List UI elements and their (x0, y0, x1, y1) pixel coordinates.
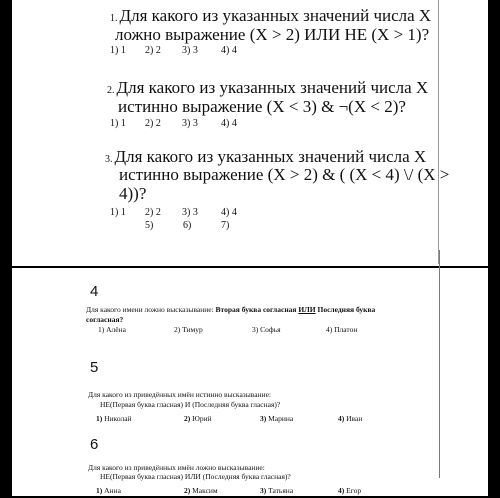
section-4-bold-line-2: согласная? (86, 315, 124, 324)
question-3-line-3: 4))? (119, 184, 147, 203)
option[interactable]: 6) (183, 220, 192, 231)
option-number: 3) (260, 486, 267, 495)
section-4-question-line-1 (86, 305, 375, 315)
question-1-number: 1. (110, 13, 118, 24)
option[interactable]: 3) 3 (182, 118, 198, 129)
option-number: 1) (96, 414, 103, 423)
option[interactable] (96, 486, 121, 495)
question-1-text: Для какого из указанных значений числа X (119, 6, 432, 25)
option-value: Юрий (192, 414, 212, 423)
page-edge-line (439, 250, 440, 478)
section-6-question-line-2: НЕ(Первая буква гласная) ИЛИ (Последняя буква гласная)? (100, 472, 291, 481)
option[interactable]: 3) 3 (182, 45, 198, 56)
option-number: 4) (338, 414, 345, 423)
option[interactable] (260, 414, 293, 423)
section-6-number: 6 (90, 436, 99, 453)
option[interactable]: 7) (221, 220, 230, 231)
option-number: 3) (260, 414, 267, 423)
option[interactable] (338, 414, 362, 423)
option-value: Николай (104, 414, 132, 423)
option[interactable]: 2) 2 (145, 45, 161, 56)
option[interactable]: 1) 1 (110, 118, 126, 129)
section-4-text: Для какого имени ложно высказывание: (86, 305, 216, 314)
option[interactable]: 1) 1 (110, 45, 126, 56)
option[interactable]: 5) (145, 220, 154, 231)
question-2-number: 2. (107, 85, 115, 96)
option[interactable]: 4) 4 (221, 118, 237, 129)
option[interactable] (184, 414, 212, 423)
option[interactable]: 4) 4 (221, 45, 237, 56)
option[interactable]: 2) Тимур (174, 325, 203, 334)
question-1-line-2: ложно выражение (X > 2) ИЛИ НЕ (X > 1)? (115, 25, 430, 44)
question-3-text: Для какого из указанных значений числа X (114, 147, 427, 166)
option-number: 2) (184, 486, 191, 495)
section-4-bold-a: Вторая буква согласная (215, 305, 299, 314)
question-2-text: Для какого из указанных значений числа X (116, 78, 429, 97)
option[interactable]: 3) Софья (252, 325, 281, 334)
section-4-bold-underlined: ИЛИ (298, 305, 316, 314)
option[interactable]: 4) 4 (221, 207, 237, 218)
option-number: 1) (96, 486, 103, 495)
option[interactable] (96, 414, 132, 423)
option[interactable] (260, 486, 293, 495)
option-value: Татьяна (268, 486, 294, 495)
option[interactable]: 3) 3 (182, 207, 198, 218)
page-edge-line (438, 0, 439, 264)
option[interactable]: 1) Алёна (98, 325, 126, 334)
option-value: Максим (192, 486, 218, 495)
section-4-question-line-2 (86, 315, 123, 325)
option-number: 4) (338, 486, 345, 495)
section-4-number: 4 (90, 283, 99, 300)
section-5-question-line-1: Для какого из приведённых имён истинно высказывание: (88, 390, 272, 399)
section-5-number: 5 (90, 359, 99, 376)
option[interactable] (184, 486, 218, 495)
section-6-question-line-1: Для какого из приведённых имён ложно высказывание: (88, 463, 265, 472)
option-value: Иван (346, 414, 363, 423)
question-3-line-2: истинно выражение (X > 2) & ( (X < 4) \/ (X > (119, 165, 450, 184)
option[interactable]: 2) 2 (145, 118, 161, 129)
section-4-bold-b: Последняя буква (315, 305, 376, 314)
option[interactable]: 2) 2 (145, 207, 161, 218)
option[interactable] (338, 486, 361, 495)
question-3-number: 3. (105, 154, 113, 165)
option[interactable]: 4) Платон (326, 325, 358, 334)
option[interactable]: 1) 1 (110, 207, 126, 218)
question-2-line-2: истинно выражение (X < 3) & ¬(X < 2)? (118, 97, 406, 116)
section-5-question-line-2: НЕ(Первая буква гласная) И (Последняя буква гласная)? (100, 400, 281, 409)
option-value: Егор (346, 486, 362, 495)
bottom-worksheet (12, 268, 488, 496)
option-number: 2) (184, 414, 191, 423)
option-value: Анна (104, 486, 121, 495)
option-value: Марина (268, 414, 294, 423)
